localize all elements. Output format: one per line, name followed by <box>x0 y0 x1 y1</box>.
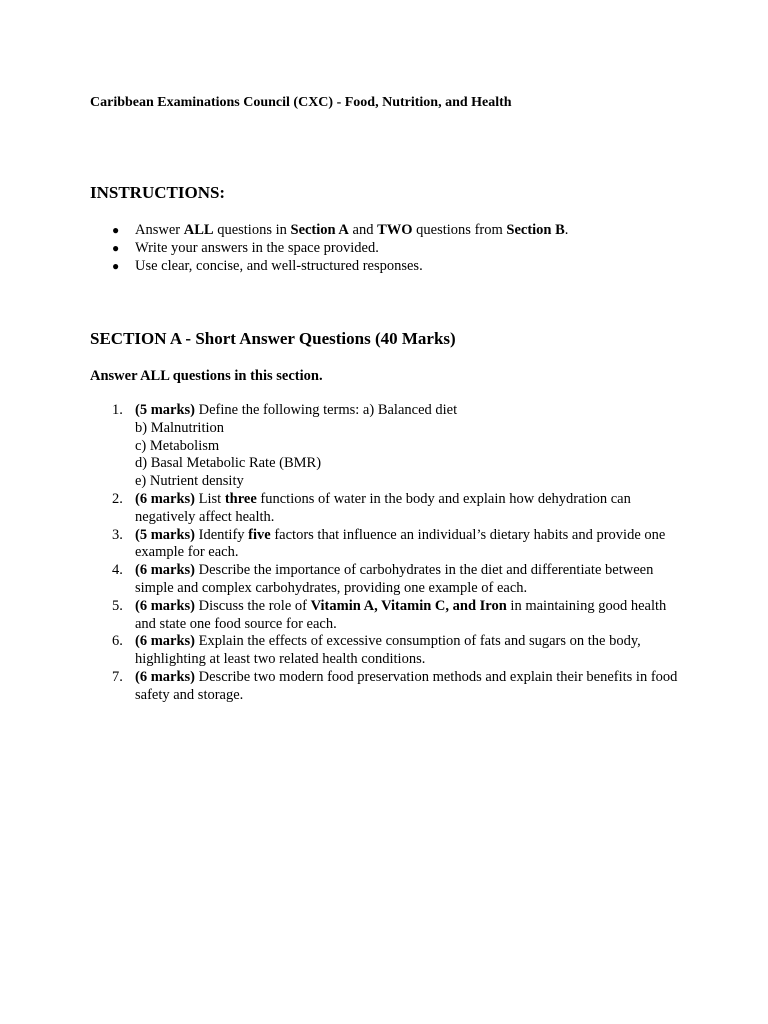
instruction-item: ● Write your answers in the space provided. <box>112 240 379 256</box>
question-marks: (6 marks) <box>135 490 196 507</box>
question-item: 3. (5 marks) Identify five factors that influence an individual’s dietary habits and provide one example for each. <box>112 526 666 561</box>
question-number: 7. <box>112 668 123 685</box>
question-number: 5. <box>112 597 123 614</box>
question-number: 1. <box>112 402 123 418</box>
question-marks: (6 marks) <box>135 633 196 650</box>
instructions-list <box>90 221 568 275</box>
question-number: 3. <box>112 526 123 543</box>
question-item: 7. (6 marks) Describe two modern food preservation methods and explain their benefits in food safety and storage. <box>112 668 678 703</box>
document-title: Caribbean Examinations Council (CXC) - Food, Nutrition, and Health <box>90 95 512 110</box>
instruction-item: ● Use clear, concise, and well-structured responses. <box>112 258 423 274</box>
question-number: 2. <box>112 490 123 507</box>
question-item: 6. (6 marks) Explain the effects of excessive consumption of fats and sugars on the body, highlighting at least two related health conditions. <box>112 633 641 668</box>
question-subterm: e) Nutrient density <box>135 473 244 490</box>
question-number: 6. <box>112 633 123 650</box>
question-marks: (6 marks) <box>135 562 196 579</box>
question-subterm: d) Basal Metabolic Rate (BMR) <box>135 455 322 472</box>
instruction-item: ● Answer ALL questions in Section A and TWO questions from Section B. <box>112 222 569 238</box>
instructions-heading: INSTRUCTIONS: <box>90 183 226 202</box>
question-subterm: b) Malnutrition <box>135 419 225 436</box>
bullet-icon: ● <box>112 241 120 255</box>
question-list <box>90 402 690 705</box>
question-subterm: c) Metabolism <box>135 437 220 454</box>
section-a-heading: SECTION A - Short Answer Questions (40 Marks) <box>90 329 456 348</box>
question-item: 1. (5 marks) Define the following terms: a) Balanced diet b) Malnutrition c) Metabolism d) Basal Metabolic Rate (BMR) e) Nutrient density <box>90 402 690 491</box>
question-number: 4. <box>112 562 123 579</box>
question-item: 4. (6 marks) Describe the importance of carbohydrates in the diet and differentiate between simple and complex carbohydrates, providing one example of each. <box>112 562 654 596</box>
question-marks: (5 marks) <box>135 402 196 418</box>
section-a-subheading: Answer ALL questions in this section. <box>90 368 323 384</box>
question-marks: (5 marks) <box>135 526 196 543</box>
question-item: 2. (6 marks) List three functions of water in the body and explain how dehydration can negatively affect health. <box>112 490 631 525</box>
question-marks: (6 marks) <box>135 597 196 614</box>
question-marks: (6 marks) <box>135 668 196 685</box>
bullet-icon: ● <box>112 223 120 237</box>
question-item: 5. (6 marks) Discuss the role of Vitamin A, Vitamin C, and Iron in maintaining good health and state one food source for each. <box>112 597 667 632</box>
bullet-icon: ● <box>112 259 120 273</box>
